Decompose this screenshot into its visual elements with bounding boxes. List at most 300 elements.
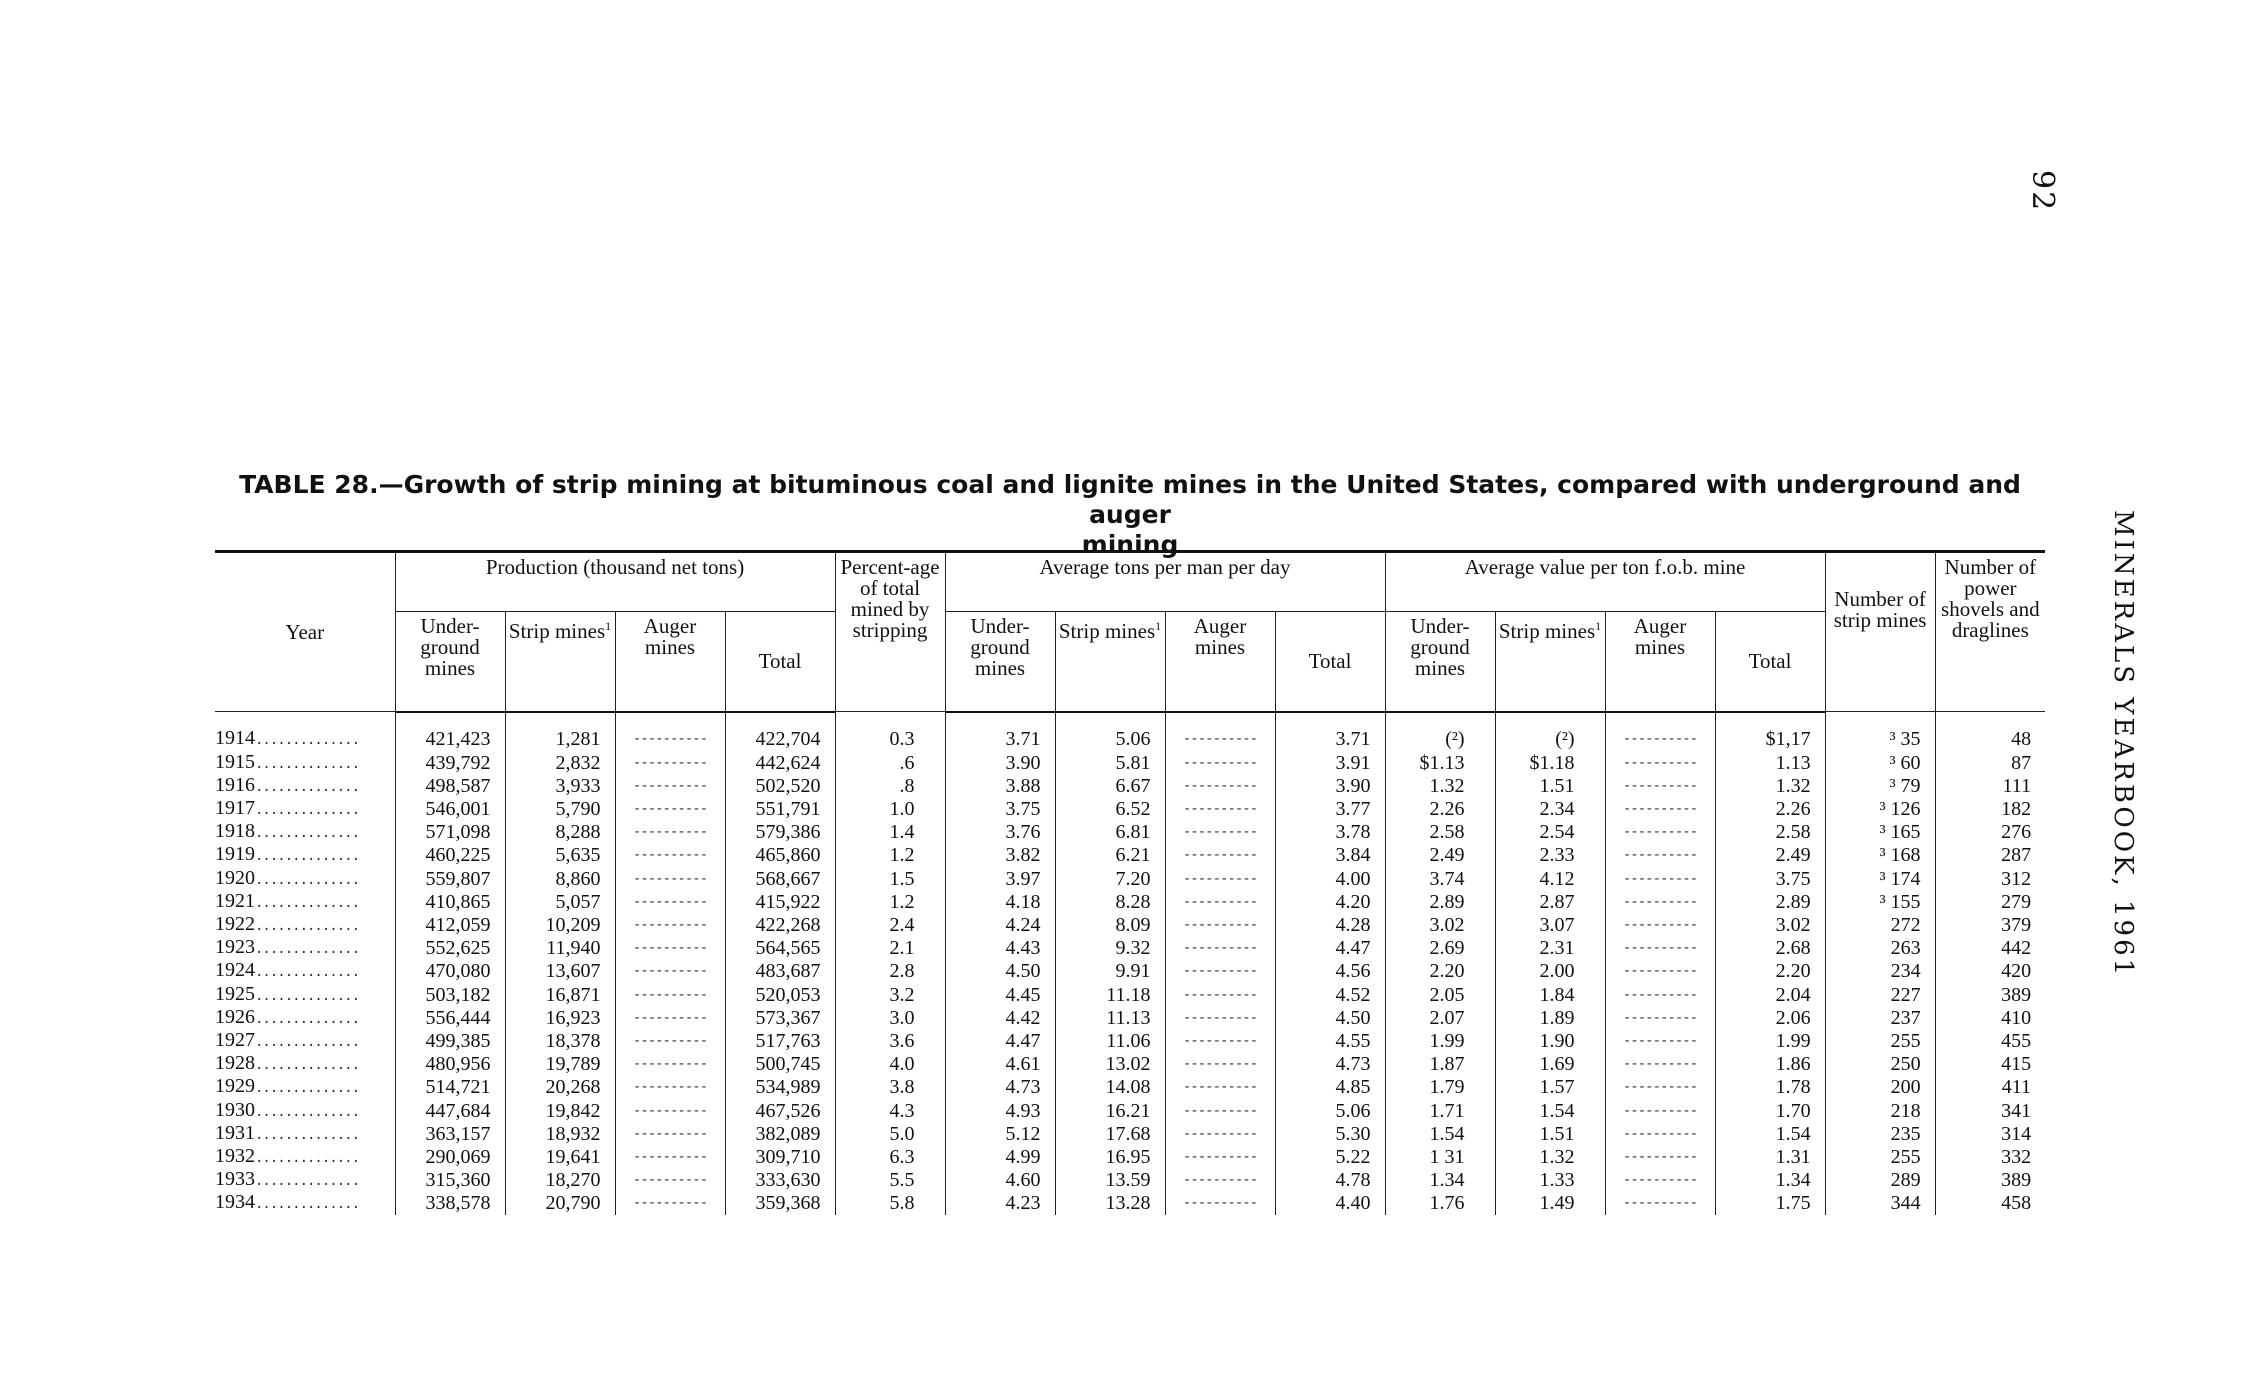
table-row bbox=[215, 1169, 2045, 1192]
cell-ttot: 3.78 bbox=[1275, 821, 1385, 844]
table-row bbox=[215, 983, 2045, 1007]
cell-vtot: 1.99 bbox=[1715, 1030, 1825, 1053]
cell-vtot: 1.32 bbox=[1715, 775, 1825, 798]
cell-nps: 287 bbox=[1935, 844, 2045, 867]
table-row bbox=[215, 891, 2045, 914]
cell-vau: ---------- bbox=[1605, 937, 1715, 960]
cell-ttot: 4.50 bbox=[1275, 1007, 1385, 1030]
cell-vsp: 1.54 bbox=[1495, 1099, 1605, 1123]
cell-nsm: 344 bbox=[1825, 1192, 1935, 1215]
cell-vtot: 1.13 bbox=[1715, 751, 1825, 775]
cell-ug: 514,721 bbox=[395, 1076, 505, 1099]
cell-au: ---------- bbox=[615, 1030, 725, 1053]
cell-tot: 382,089 bbox=[725, 1123, 835, 1146]
cell-ttot: 3.84 bbox=[1275, 844, 1385, 867]
cell-sp: 20,790 bbox=[505, 1192, 615, 1215]
cell-au: ---------- bbox=[615, 751, 725, 775]
cell-vtot: 2.49 bbox=[1715, 844, 1825, 867]
cell-tot: 551,791 bbox=[725, 798, 835, 821]
cell-au: ---------- bbox=[615, 821, 725, 844]
cell-ug: 421,423 bbox=[395, 712, 505, 752]
cell-tot: 467,526 bbox=[725, 1099, 835, 1123]
cell-nsm: ³ 126 bbox=[1825, 798, 1935, 821]
cell-tsp: 9.32 bbox=[1055, 937, 1165, 960]
cell-ttot: 4.85 bbox=[1275, 1076, 1385, 1099]
cell-pct: 1.2 bbox=[835, 844, 945, 867]
cell-tot: 359,368 bbox=[725, 1192, 835, 1215]
cell-tug: 3.76 bbox=[945, 821, 1055, 844]
year-cell: 1922.............. bbox=[215, 914, 395, 937]
cell-vsp: 2.33 bbox=[1495, 844, 1605, 867]
cell-pct: 3.6 bbox=[835, 1030, 945, 1053]
cell-tsp: 8.28 bbox=[1055, 891, 1165, 914]
cell-ug: 460,225 bbox=[395, 844, 505, 867]
cell-vug: 2.49 bbox=[1385, 844, 1495, 867]
cell-nps: 415 bbox=[1935, 1053, 2045, 1076]
year-cell: 1923.............. bbox=[215, 937, 395, 960]
cell-ug: 447,684 bbox=[395, 1099, 505, 1123]
cell-nps: 379 bbox=[1935, 914, 2045, 937]
cell-nps: 389 bbox=[1935, 983, 2045, 1007]
cell-tau: ---------- bbox=[1165, 867, 1275, 891]
cell-ug: 559,807 bbox=[395, 867, 505, 891]
table-row bbox=[215, 751, 2045, 775]
cell-tug: 4.73 bbox=[945, 1076, 1055, 1099]
cell-vsp: 1.89 bbox=[1495, 1007, 1605, 1030]
cell-tsp: 13.59 bbox=[1055, 1169, 1165, 1192]
cell-vug: 1.99 bbox=[1385, 1030, 1495, 1053]
table-row bbox=[215, 1030, 2045, 1053]
cell-tsp: 16.21 bbox=[1055, 1099, 1165, 1123]
cell-ug: 480,956 bbox=[395, 1053, 505, 1076]
cell-vsp: 1.51 bbox=[1495, 1123, 1605, 1146]
cell-pct: 5.0 bbox=[835, 1123, 945, 1146]
cell-vsp: 1.49 bbox=[1495, 1192, 1605, 1215]
cell-tsp: 5.06 bbox=[1055, 712, 1165, 752]
cell-vtot: 2.20 bbox=[1715, 960, 1825, 983]
cell-vug: 2.07 bbox=[1385, 1007, 1495, 1030]
cell-tot: 502,520 bbox=[725, 775, 835, 798]
cell-tsp: 11.13 bbox=[1055, 1007, 1165, 1030]
cell-nsm: 227 bbox=[1825, 983, 1935, 1007]
cell-tsp: 13.28 bbox=[1055, 1192, 1165, 1215]
cell-nps: 48 bbox=[1935, 712, 2045, 752]
cell-tug: 4.43 bbox=[945, 937, 1055, 960]
cell-nsm: ³ 165 bbox=[1825, 821, 1935, 844]
cell-vsp: 1.51 bbox=[1495, 775, 1605, 798]
cell-vtot: 1.34 bbox=[1715, 1169, 1825, 1192]
header-tons-strip: Strip mines$^1$ bbox=[1055, 612, 1165, 712]
cell-ttot: 3.71 bbox=[1275, 712, 1385, 752]
cell-vtot: 3.02 bbox=[1715, 914, 1825, 937]
year-cell: 1928.............. bbox=[215, 1053, 395, 1076]
cell-ttot: 4.55 bbox=[1275, 1030, 1385, 1053]
cell-tau: ---------- bbox=[1165, 1099, 1275, 1123]
cell-vug: (²) bbox=[1385, 712, 1495, 752]
cell-vsp: 1.84 bbox=[1495, 983, 1605, 1007]
page-number: 92 bbox=[2025, 170, 2060, 213]
cell-au: ---------- bbox=[615, 798, 725, 821]
cell-tau: ---------- bbox=[1165, 983, 1275, 1007]
table-row bbox=[215, 821, 2045, 844]
year-cell: 1925.............. bbox=[215, 983, 395, 1007]
cell-tot: 517,763 bbox=[725, 1030, 835, 1053]
cell-ttot: 5.30 bbox=[1275, 1123, 1385, 1146]
cell-tug: 3.90 bbox=[945, 751, 1055, 775]
cell-pct: 3.0 bbox=[835, 1007, 945, 1030]
cell-vau: ---------- bbox=[1605, 1192, 1715, 1215]
cell-tot: 568,667 bbox=[725, 867, 835, 891]
cell-nps: 455 bbox=[1935, 1030, 2045, 1053]
cell-ug: 498,587 bbox=[395, 775, 505, 798]
year-cell: 1932.............. bbox=[215, 1146, 395, 1169]
cell-au: ---------- bbox=[615, 983, 725, 1007]
cell-vsp: 2.54 bbox=[1495, 821, 1605, 844]
cell-sp: 8,860 bbox=[505, 867, 615, 891]
cell-vtot: 2.89 bbox=[1715, 891, 1825, 914]
table-row bbox=[215, 937, 2045, 960]
cell-vtot: 1.31 bbox=[1715, 1146, 1825, 1169]
header-tons-per-man: Average tons per man per day bbox=[945, 552, 1385, 612]
header-tons-total: Total bbox=[1275, 612, 1385, 712]
cell-ttot: 3.91 bbox=[1275, 751, 1385, 775]
cell-vug: 3.74 bbox=[1385, 867, 1495, 891]
cell-vau: ---------- bbox=[1605, 1053, 1715, 1076]
cell-vug: 2.20 bbox=[1385, 960, 1495, 983]
cell-au: ---------- bbox=[615, 891, 725, 914]
cell-nsm: 255 bbox=[1825, 1146, 1935, 1169]
cell-sp: 1,281 bbox=[505, 712, 615, 752]
cell-tug: 3.82 bbox=[945, 844, 1055, 867]
cell-vsp: (²) bbox=[1495, 712, 1605, 752]
cell-tot: 422,704 bbox=[725, 712, 835, 752]
cell-ttot: 4.56 bbox=[1275, 960, 1385, 983]
header-value-per-ton: Average value per ton f.o.b. mine bbox=[1385, 552, 1825, 612]
cell-nsm: 289 bbox=[1825, 1169, 1935, 1192]
cell-tot: 309,710 bbox=[725, 1146, 835, 1169]
cell-tsp: 9.91 bbox=[1055, 960, 1165, 983]
cell-vug: 1 31 bbox=[1385, 1146, 1495, 1169]
cell-tot: 442,624 bbox=[725, 751, 835, 775]
cell-nsm: ³ 168 bbox=[1825, 844, 1935, 867]
cell-nsm: 263 bbox=[1825, 937, 1935, 960]
cell-tug: 4.18 bbox=[945, 891, 1055, 914]
cell-nps: 341 bbox=[1935, 1099, 2045, 1123]
cell-tau: ---------- bbox=[1165, 1146, 1275, 1169]
cell-vau: ---------- bbox=[1605, 798, 1715, 821]
cell-pct: 2.1 bbox=[835, 937, 945, 960]
cell-tsp: 6.81 bbox=[1055, 821, 1165, 844]
cell-vtot: 2.04 bbox=[1715, 983, 1825, 1007]
cell-vau: ---------- bbox=[1605, 712, 1715, 752]
cell-sp: 18,378 bbox=[505, 1030, 615, 1053]
cell-nps: 332 bbox=[1935, 1146, 2045, 1169]
cell-pct: 1.0 bbox=[835, 798, 945, 821]
cell-ttot: 4.00 bbox=[1275, 867, 1385, 891]
cell-sp: 13,607 bbox=[505, 960, 615, 983]
cell-ug: 499,385 bbox=[395, 1030, 505, 1053]
cell-ttot: 3.77 bbox=[1275, 798, 1385, 821]
cell-vsp: 1.69 bbox=[1495, 1053, 1605, 1076]
cell-vug: 2.89 bbox=[1385, 891, 1495, 914]
cell-tug: 4.99 bbox=[945, 1146, 1055, 1169]
cell-sp: 5,635 bbox=[505, 844, 615, 867]
cell-vug: 1.71 bbox=[1385, 1099, 1495, 1123]
cell-tau: ---------- bbox=[1165, 937, 1275, 960]
cell-tot: 564,565 bbox=[725, 937, 835, 960]
cell-vau: ---------- bbox=[1605, 960, 1715, 983]
table-row bbox=[215, 1123, 2045, 1146]
cell-vug: 1.54 bbox=[1385, 1123, 1495, 1146]
cell-vug: 1.32 bbox=[1385, 775, 1495, 798]
cell-vau: ---------- bbox=[1605, 1123, 1715, 1146]
cell-au: ---------- bbox=[615, 775, 725, 798]
year-cell: 1929.............. bbox=[215, 1076, 395, 1099]
header-prod-total: Total bbox=[725, 612, 835, 712]
cell-pct: 1.5 bbox=[835, 867, 945, 891]
cell-au: ---------- bbox=[615, 1123, 725, 1146]
cell-tau: ---------- bbox=[1165, 844, 1275, 867]
cell-vau: ---------- bbox=[1605, 1169, 1715, 1192]
cell-nsm: ³ 35 bbox=[1825, 712, 1935, 752]
cell-ug: 470,080 bbox=[395, 960, 505, 983]
cell-pct: 4.3 bbox=[835, 1099, 945, 1123]
cell-vug: 3.02 bbox=[1385, 914, 1495, 937]
cell-ug: 503,182 bbox=[395, 983, 505, 1007]
cell-sp: 5,057 bbox=[505, 891, 615, 914]
table-row bbox=[215, 1099, 2045, 1123]
cell-vug: 2.05 bbox=[1385, 983, 1495, 1007]
cell-sp: 11,940 bbox=[505, 937, 615, 960]
cell-ug: 552,625 bbox=[395, 937, 505, 960]
cell-au: ---------- bbox=[615, 712, 725, 752]
cell-vau: ---------- bbox=[1605, 1099, 1715, 1123]
cell-vau: ---------- bbox=[1605, 1007, 1715, 1030]
cell-ttot: 3.90 bbox=[1275, 775, 1385, 798]
cell-tau: ---------- bbox=[1165, 1007, 1275, 1030]
cell-vsp: 2.31 bbox=[1495, 937, 1605, 960]
cell-nps: 442 bbox=[1935, 937, 2045, 960]
cell-pct: 6.3 bbox=[835, 1146, 945, 1169]
cell-nps: 111 bbox=[1935, 775, 2045, 798]
cell-ttot: 4.40 bbox=[1275, 1192, 1385, 1215]
cell-tsp: 5.81 bbox=[1055, 751, 1165, 775]
table-row bbox=[215, 914, 2045, 937]
cell-nps: 312 bbox=[1935, 867, 2045, 891]
cell-pct: 0.3 bbox=[835, 712, 945, 752]
cell-vsp: 1.57 bbox=[1495, 1076, 1605, 1099]
year-cell: 1934.............. bbox=[215, 1192, 395, 1215]
year-cell: 1916.............. bbox=[215, 775, 395, 798]
cell-pct: 3.8 bbox=[835, 1076, 945, 1099]
cell-vsp: 4.12 bbox=[1495, 867, 1605, 891]
cell-tau: ---------- bbox=[1165, 1169, 1275, 1192]
cell-au: ---------- bbox=[615, 914, 725, 937]
cell-vau: ---------- bbox=[1605, 751, 1715, 775]
table-row bbox=[215, 1192, 2045, 1215]
cell-vsp: 3.07 bbox=[1495, 914, 1605, 937]
header-tons-auger: Auger mines bbox=[1165, 612, 1275, 712]
header-prod-underground: Under-ground mines bbox=[395, 612, 505, 712]
cell-vau: ---------- bbox=[1605, 914, 1715, 937]
cell-au: ---------- bbox=[615, 1146, 725, 1169]
cell-nsm: ³ 174 bbox=[1825, 867, 1935, 891]
cell-sp: 16,871 bbox=[505, 983, 615, 1007]
cell-vtot: 1.75 bbox=[1715, 1192, 1825, 1215]
cell-sp: 8,288 bbox=[505, 821, 615, 844]
cell-pct: .6 bbox=[835, 751, 945, 775]
cell-pct: 1.2 bbox=[835, 891, 945, 914]
year-cell: 1927.............. bbox=[215, 1030, 395, 1053]
year-cell: 1933.............. bbox=[215, 1169, 395, 1192]
header-tons-underground: Under-ground mines bbox=[945, 612, 1055, 712]
cell-vtot: 2.68 bbox=[1715, 937, 1825, 960]
cell-pct: 3.2 bbox=[835, 983, 945, 1007]
cell-sp: 18,932 bbox=[505, 1123, 615, 1146]
cell-tau: ---------- bbox=[1165, 751, 1275, 775]
cell-vtot: 1.78 bbox=[1715, 1076, 1825, 1099]
cell-au: ---------- bbox=[615, 1053, 725, 1076]
cell-vau: ---------- bbox=[1605, 844, 1715, 867]
cell-tug: 4.61 bbox=[945, 1053, 1055, 1076]
cell-pct: 5.5 bbox=[835, 1169, 945, 1192]
year-cell: 1926.............. bbox=[215, 1007, 395, 1030]
header-number-power-shovels: Number of power shovels and draglines bbox=[1935, 552, 2045, 712]
table-row bbox=[215, 867, 2045, 891]
cell-tsp: 8.09 bbox=[1055, 914, 1165, 937]
cell-tsp: 17.68 bbox=[1055, 1123, 1165, 1146]
cell-tsp: 16.95 bbox=[1055, 1146, 1165, 1169]
table-row bbox=[215, 775, 2045, 798]
cell-tau: ---------- bbox=[1165, 960, 1275, 983]
cell-tsp: 11.06 bbox=[1055, 1030, 1165, 1053]
cell-vau: ---------- bbox=[1605, 891, 1715, 914]
table-title-line1: TABLE 28.—Growth of strip mining at bituminous coal and lignite mines in the United States, compared with underground and auger bbox=[239, 470, 2021, 529]
cell-tot: 465,860 bbox=[725, 844, 835, 867]
cell-sp: 19,641 bbox=[505, 1146, 615, 1169]
cell-tug: 4.60 bbox=[945, 1169, 1055, 1192]
cell-tot: 573,367 bbox=[725, 1007, 835, 1030]
cell-ug: 412,059 bbox=[395, 914, 505, 937]
cell-vsp: 1.33 bbox=[1495, 1169, 1605, 1192]
cell-ttot: 4.28 bbox=[1275, 914, 1385, 937]
cell-tsp: 7.20 bbox=[1055, 867, 1165, 891]
cell-ttot: 4.52 bbox=[1275, 983, 1385, 1007]
cell-ug: 546,001 bbox=[395, 798, 505, 821]
cell-sp: 5,790 bbox=[505, 798, 615, 821]
year-cell: 1921.............. bbox=[215, 891, 395, 914]
cell-vtot: 1.70 bbox=[1715, 1099, 1825, 1123]
cell-tau: ---------- bbox=[1165, 712, 1275, 752]
cell-nps: 420 bbox=[1935, 960, 2045, 983]
cell-ttot: 4.47 bbox=[1275, 937, 1385, 960]
table-row bbox=[215, 844, 2045, 867]
table-title bbox=[215, 470, 2045, 560]
cell-nps: 410 bbox=[1935, 1007, 2045, 1030]
cell-ug: 571,098 bbox=[395, 821, 505, 844]
cell-tsp: 14.08 bbox=[1055, 1076, 1165, 1099]
table-row bbox=[215, 1076, 2045, 1099]
cell-tau: ---------- bbox=[1165, 1123, 1275, 1146]
cell-sp: 19,842 bbox=[505, 1099, 615, 1123]
cell-au: ---------- bbox=[615, 1099, 725, 1123]
cell-vsp: 2.87 bbox=[1495, 891, 1605, 914]
cell-vtot: 2.58 bbox=[1715, 821, 1825, 844]
header-value-auger: Auger mines bbox=[1605, 612, 1715, 712]
cell-nps: 182 bbox=[1935, 798, 2045, 821]
cell-vau: ---------- bbox=[1605, 775, 1715, 798]
cell-tug: 4.93 bbox=[945, 1099, 1055, 1123]
cell-nsm: ³ 60 bbox=[1825, 751, 1935, 775]
cell-nsm: ³ 79 bbox=[1825, 775, 1935, 798]
cell-vug: 1.76 bbox=[1385, 1192, 1495, 1215]
cell-tug: 4.23 bbox=[945, 1192, 1055, 1215]
cell-tot: 520,053 bbox=[725, 983, 835, 1007]
cell-ug: 363,157 bbox=[395, 1123, 505, 1146]
cell-vtot: 2.06 bbox=[1715, 1007, 1825, 1030]
cell-tsp: 6.67 bbox=[1055, 775, 1165, 798]
cell-tau: ---------- bbox=[1165, 1192, 1275, 1215]
cell-tug: 4.45 bbox=[945, 983, 1055, 1007]
cell-nsm: 272 bbox=[1825, 914, 1935, 937]
cell-pct: 4.0 bbox=[835, 1053, 945, 1076]
year-cell: 1918.............. bbox=[215, 821, 395, 844]
cell-tau: ---------- bbox=[1165, 914, 1275, 937]
cell-tot: 534,989 bbox=[725, 1076, 835, 1099]
cell-nps: 279 bbox=[1935, 891, 2045, 914]
cell-vau: ---------- bbox=[1605, 867, 1715, 891]
cell-nsm: ³ 155 bbox=[1825, 891, 1935, 914]
cell-sp: 3,933 bbox=[505, 775, 615, 798]
cell-ttot: 4.73 bbox=[1275, 1053, 1385, 1076]
cell-ug: 338,578 bbox=[395, 1192, 505, 1215]
year-cell: 1917.............. bbox=[215, 798, 395, 821]
cell-nsm: 200 bbox=[1825, 1076, 1935, 1099]
cell-nsm: 218 bbox=[1825, 1099, 1935, 1123]
cell-au: ---------- bbox=[615, 1007, 725, 1030]
header-year: Year bbox=[215, 552, 395, 712]
cell-nsm: 234 bbox=[1825, 960, 1935, 983]
header-prod-strip: Strip mines$^1$ bbox=[505, 612, 615, 712]
cell-pct: 2.4 bbox=[835, 914, 945, 937]
cell-tau: ---------- bbox=[1165, 1076, 1275, 1099]
cell-au: ---------- bbox=[615, 867, 725, 891]
cell-au: ---------- bbox=[615, 844, 725, 867]
cell-tsp: 6.52 bbox=[1055, 798, 1165, 821]
strip-mining-table bbox=[215, 550, 2045, 1215]
year-cell: 1920.............. bbox=[215, 867, 395, 891]
cell-vau: ---------- bbox=[1605, 821, 1715, 844]
cell-sp: 2,832 bbox=[505, 751, 615, 775]
cell-nps: 411 bbox=[1935, 1076, 2045, 1099]
cell-tsp: 6.21 bbox=[1055, 844, 1165, 867]
header-value-strip: Strip mines$^1$ bbox=[1495, 612, 1605, 712]
cell-vtot: 2.26 bbox=[1715, 798, 1825, 821]
running-head: MINERALS YEARBOOK, 1961 bbox=[2108, 510, 2138, 979]
header-production: Production (thousand net tons) bbox=[395, 552, 835, 612]
year-cell: 1919.............. bbox=[215, 844, 395, 867]
table-row bbox=[215, 712, 2045, 752]
cell-tau: ---------- bbox=[1165, 1053, 1275, 1076]
cell-pct: .8 bbox=[835, 775, 945, 798]
cell-pct: 2.8 bbox=[835, 960, 945, 983]
cell-ug: 410,865 bbox=[395, 891, 505, 914]
cell-vug: 1.87 bbox=[1385, 1053, 1495, 1076]
cell-tug: 4.24 bbox=[945, 914, 1055, 937]
cell-vau: ---------- bbox=[1605, 983, 1715, 1007]
cell-tug: 5.12 bbox=[945, 1123, 1055, 1146]
cell-tug: 3.71 bbox=[945, 712, 1055, 752]
